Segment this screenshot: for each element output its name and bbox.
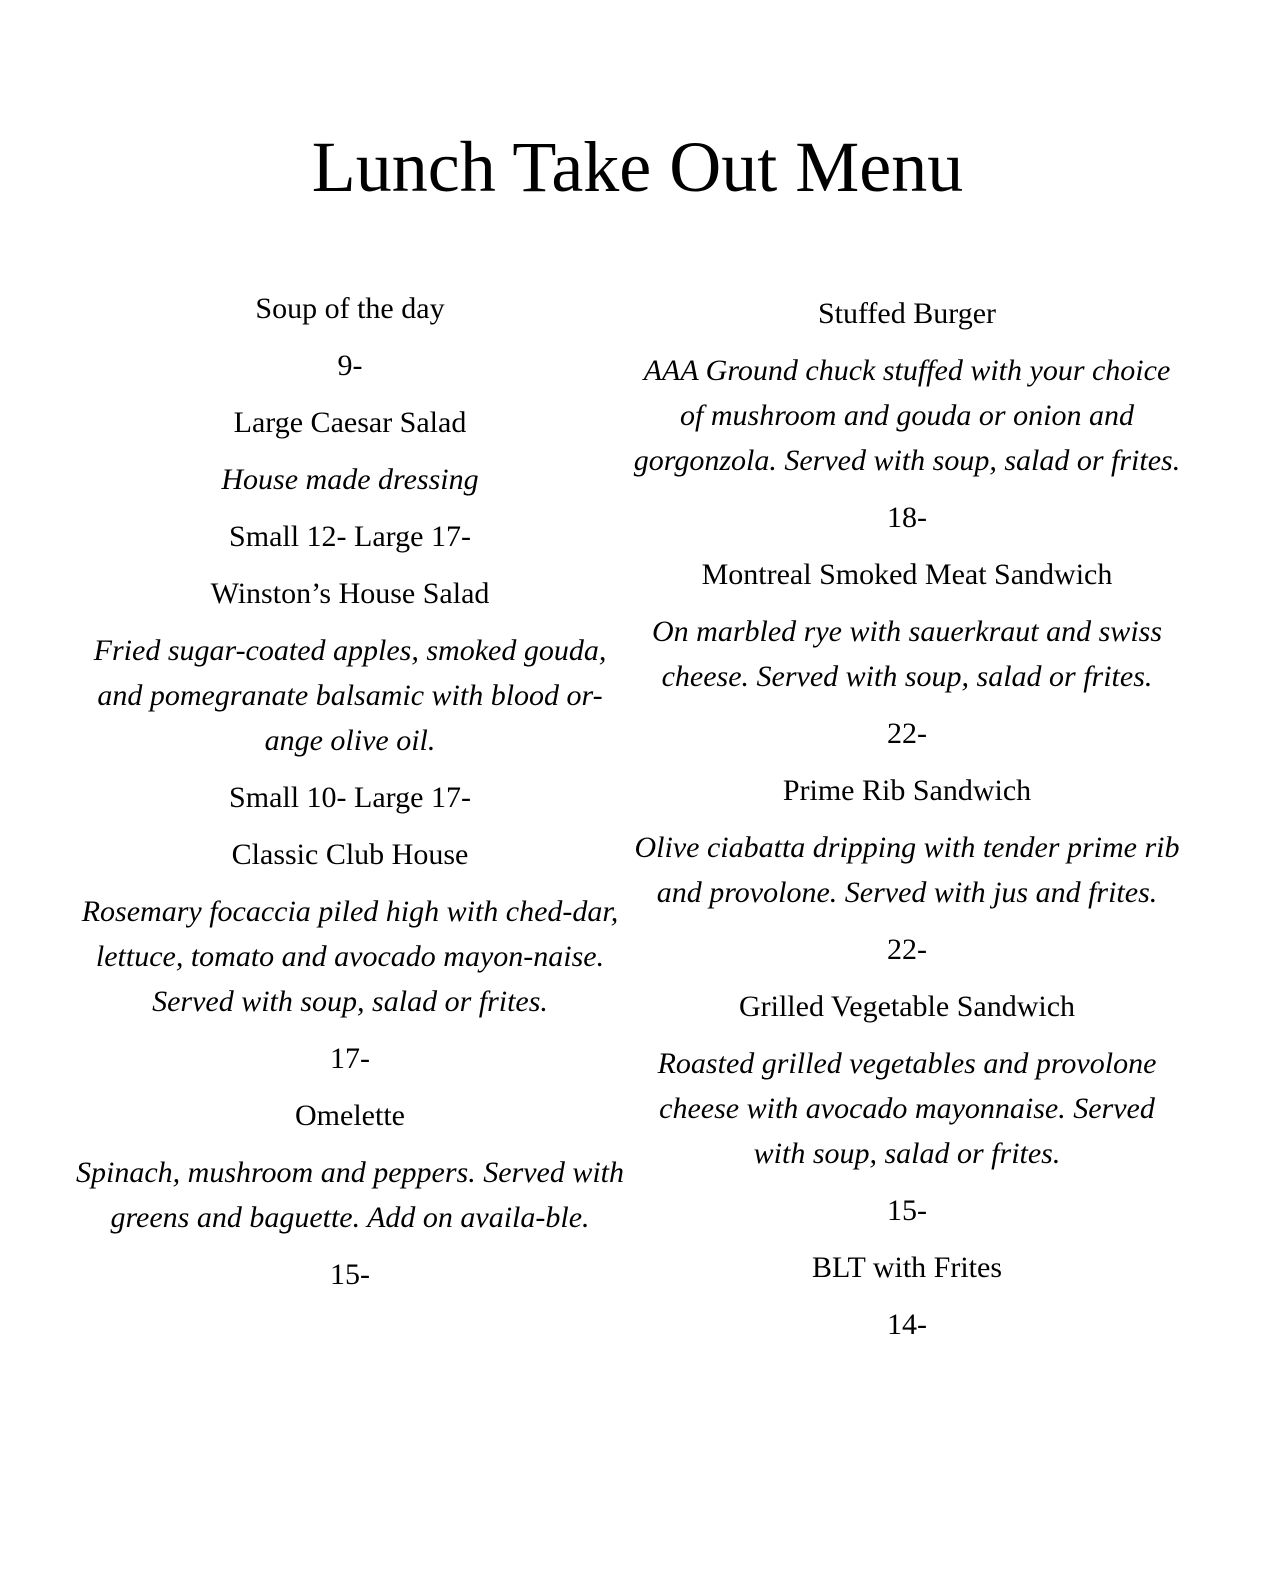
item-desc-stuffed-burger: AAA Ground chuck stuffed with your choice of mushroom and gouda or onion and gorgonzola. Served with soup, salad or frites.: [633, 354, 1181, 477]
item-desc-caesar-salad: House made dressing: [221, 463, 479, 496]
item-price-blt: 14-: [887, 1308, 927, 1341]
item-desc-grilled-vegetable: Roasted grilled vegetables and provolone cheese with avocado mayonnaise. Served with soup, salad or frites.: [657, 1047, 1157, 1170]
menu-title: Lunch Take Out Menu: [311, 127, 964, 207]
item-name-club-house: Classic Club House: [231, 838, 469, 871]
item-price-caesar-salad: Small 12- Large 17-: [229, 520, 471, 553]
item-price-stuffed-burger: 18-: [887, 501, 927, 534]
item-desc-smoked-meat: On marbled rye with sauerkraut and swiss cheese. Served with soup, salad or frites.: [652, 615, 1162, 693]
item-name-prime-rib: Prime Rib Sandwich: [782, 774, 1032, 807]
item-name-soup: Soup of the day: [255, 292, 445, 325]
item-price-club-house: 17-: [330, 1042, 370, 1075]
left-menu-column: [75, 286, 625, 1309]
item-name-caesar-salad: Large Caesar Salad: [233, 406, 467, 439]
item-desc-prime-rib: Olive ciabatta dripping with tender prime rib and provolone. Served with jus and frites.: [634, 831, 1180, 909]
item-name-omelette: Omelette: [295, 1099, 405, 1132]
item-price-grilled-vegetable: 15-: [887, 1194, 927, 1227]
item-name-grilled-vegetable: Grilled Vegetable Sandwich: [738, 990, 1076, 1023]
item-price-prime-rib: 22-: [887, 933, 927, 966]
right-menu-column: [632, 291, 1182, 1359]
item-desc-omelette: Spinach, mushroom and peppers. Served with greens and baguette. Add on availa-ble.: [76, 1156, 624, 1234]
item-price-smoked-meat: 22-: [887, 717, 927, 750]
item-price-omelette: 15-: [330, 1258, 370, 1291]
item-desc-house-salad: Fried sugar-coated apples, smoked gouda, and pomegranate balsamic with blood or-ange olive oil.: [93, 634, 607, 757]
item-name-blt: BLT with Frites: [811, 1251, 1003, 1284]
item-name-house-salad: Winston’s House Salad: [210, 577, 490, 610]
item-price-house-salad: Small 10- Large 17-: [229, 781, 471, 814]
item-name-smoked-meat: Montreal Smoked Meat Sandwich: [701, 558, 1113, 591]
item-name-stuffed-burger: Stuffed Burger: [817, 297, 997, 330]
item-price-soup: 9-: [337, 349, 363, 382]
item-desc-club-house: Rosemary focaccia piled high with ched-dar, lettuce, tomato and avocado mayon-naise. Served with soup, salad or frites.: [81, 895, 619, 1018]
